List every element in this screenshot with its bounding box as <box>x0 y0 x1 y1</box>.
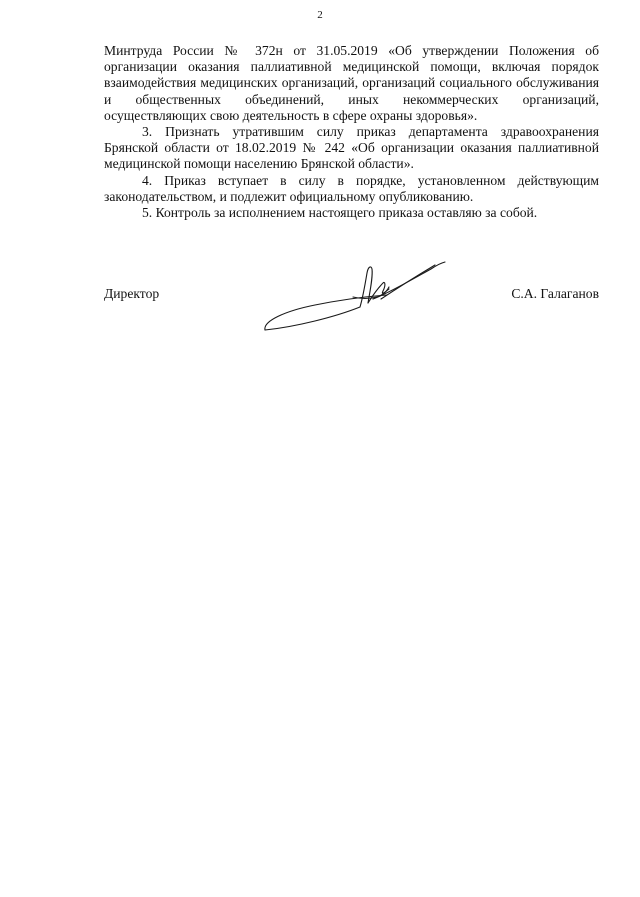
paragraph-item-4: 4. Приказ вступает в силу в порядке, установленном действующим законодательством, и подлежит официальному опубликованию. <box>104 172 599 204</box>
signatory-name: С.А. Галаганов <box>511 286 599 301</box>
document-body <box>104 43 599 221</box>
signatory-title: Директор <box>104 286 160 301</box>
paragraph-item-3: 3. Признать утратившим силу приказ департамента здравоохранения Брянской области от 18.02.2019 № 242 «Об организации оказания паллиативной медицинской помощи населению Брянской области». <box>104 124 599 172</box>
page-number: 2 <box>317 9 323 21</box>
paragraph-continuation: Минтруда России № 372н от 31.05.2019 «Об утверждении Положения об организации оказания паллиативной медицинской помощи, включая порядок взаимодействия медицинских организаций, организаций социального обслуживания и общественных объединений, иных некоммерческих организаций, осуществляющих свою деятельность в сфере охраны здоровья». <box>104 43 599 123</box>
handwritten-signature-icon <box>255 255 455 340</box>
paragraph-item-5: 5. Контроль за исполнением настоящего приказа оставляю за собой. <box>142 205 538 221</box>
